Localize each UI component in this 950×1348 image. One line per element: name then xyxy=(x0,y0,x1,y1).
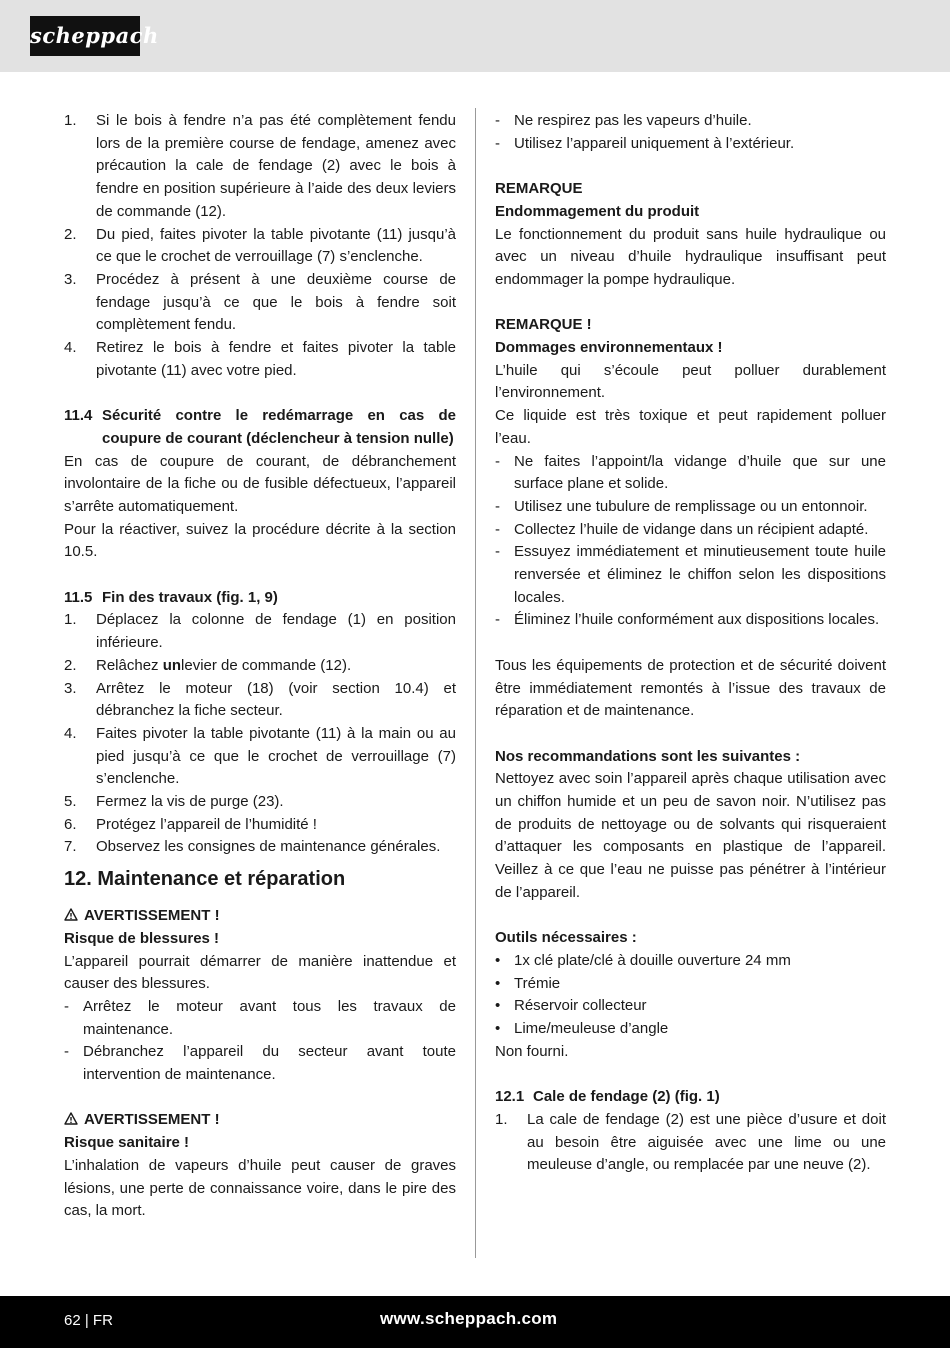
list-item: 3. Arrêtez le moteur (18) (voir section 10.4) et débranchez la fiche secteur. xyxy=(64,679,456,720)
list-item: 5. Fermez la vis de purge (23). xyxy=(64,793,284,811)
list-item: 2. Relâchez unlevier de commande (12). xyxy=(64,656,352,674)
tools-title: Outils nécessaires : xyxy=(495,929,637,947)
paragraph: Le fonctionnement du produit sans huile hydraulique ou avec un niveau d’huile hydraulique insuffisant peut endommager la pompe hydraulique. xyxy=(495,225,886,288)
bullet-item: • Trémie xyxy=(495,974,561,992)
note-title: REMARQUE xyxy=(495,180,583,198)
dash-item: - Arrêtez le moteur avant tous les travaux de maintenance. xyxy=(64,997,456,1038)
dash-item: - Collectez l’huile de vidange dans un récipient adapté. xyxy=(495,520,869,538)
procedure-list xyxy=(64,110,456,382)
list-item: 4. Faites pivoter la table pivotante (11) à la main ou au pied jusqu’à ce que le crochet de verrouillage (7) s’enclenche. xyxy=(64,724,456,788)
paragraph: L’appareil pourrait démarrer de manière inattendue et causer des blessures. xyxy=(64,952,456,993)
dash-item: - Ne respirez pas les vapeurs d’huile. xyxy=(495,112,752,129)
section-12-1-heading: 12.1 Cale de fendage (2) (fig. 1) xyxy=(495,1088,720,1106)
page-footer xyxy=(0,1296,950,1348)
list-item: 1. Si le bois à fendre n’a pas été complètement fendu lors de la première course de fendage, amenez avec précaution la cale de fendage (2) avec le bois à fendre en position supérieure à l’aide des deux leviers de commande (12). xyxy=(64,112,456,220)
list-item: 4. Retirez le bois à fendre et faites pivoter la table pivotante (11) avec votre pied. xyxy=(64,339,456,379)
note-subtitle: Endommagement du produit xyxy=(495,202,700,220)
list-item: 7. Observez les consignes de maintenance générales. xyxy=(64,838,441,856)
section-11-5-heading: 11.5 Fin des travaux (fig. 1, 9) xyxy=(64,588,278,606)
warning-triangle-icon xyxy=(64,908,78,921)
list-item: 1. Déplacez la colonne de fendage (1) en position inférieure. xyxy=(64,611,456,652)
right-column xyxy=(495,110,886,1177)
recommendations-title: Nos recommandations sont les suivantes : xyxy=(495,747,801,765)
bullet-item: • Lime/meuleuse d’angle xyxy=(495,1020,669,1038)
warning-subtitle: Risque de blessures ! xyxy=(64,929,220,947)
dash-item: - Utilisez l’appareil uniquement à l’extérieur. xyxy=(495,134,795,152)
paragraph: L’inhalation de vapeurs d’huile peut causer de graves lésions, une perte de connaissance voire, dans le pire des cas, la mort. xyxy=(64,1156,456,1220)
dash-item: - Utilisez une tubulure de remplissage ou un entonnoir. xyxy=(495,497,868,515)
paragraph: Pour la réactiver, suivez la procédure décrite à la section 10.5. xyxy=(64,520,456,561)
page-number: 62 | FR xyxy=(64,1312,113,1329)
dash-item: - Ne faites l’appoint/la vidange d’huile que sur une surface plane et solide. xyxy=(495,452,886,493)
section-11-4-heading: 11.4 Sécurité contre le redémarrage en cas de coupure de courant (déclencheur à tension nulle) xyxy=(64,407,456,447)
paragraph: L’huile qui s’écoule peut polluer durablement l’environnement. xyxy=(495,361,886,402)
dash-item: - Essuyez immédiatement et minutieusement toute huile renversée et éliminez le chiffon selon les dispositions locales. xyxy=(495,543,886,606)
list-item: 3. Procédez à présent à une deuxième course de fendage jusqu’à ce que le bois à fendre soit complètement fendu. xyxy=(64,270,456,334)
safety-paragraph: Tous les équipements de protection et de sécurité doivent être immédiatement remontés à l’issue des travaux de réparation et de maintenance. xyxy=(495,656,886,720)
section-12-heading: 12. Maintenance et réparation xyxy=(64,868,346,891)
warning-subtitle: Risque sanitaire ! xyxy=(64,1134,190,1152)
note-title: REMARQUE ! xyxy=(495,316,592,334)
warning-title: AVERTISSEMENT ! xyxy=(64,1109,456,1132)
tools-note: Non fourni. xyxy=(495,1042,569,1060)
website-link[interactable]: www.scheppach.com xyxy=(380,1309,558,1328)
note-subtitle: Dommages environnementaux ! xyxy=(495,339,723,356)
paragraph: En cas de coupure de courant, de débranchement involontaire de la fiche ou de fusible défectueux, l’appareil s’arrête automatiquement. xyxy=(64,452,456,515)
list-item: 1. La cale de fendage (2) est une pièce d’usure et doit au besoin être aiguisée avec une lime ou une meuleuse d’angle, ou remplacée par une neuve (2). xyxy=(495,1110,886,1174)
bullet-item: • Réservoir collecteur xyxy=(495,997,647,1015)
left-column xyxy=(64,110,456,1223)
paragraph: Nettoyez avec soin l’appareil après chaque utilisation avec un chiffon humide et un peu de savon noir. N’utilisez pas de produits de nettoyage ou de solvants qui risqueraient d’attaquer les composants en plastique de l’appareil. Veillez à ce que l’eau ne puisse pas pénétrer à l’intérieur de l’appareil. xyxy=(495,770,886,901)
list-item: 2. Du pied, faites pivoter la table pivotante (11) jusqu’à ce que le crochet de verrouillage (7) s’enclenche. xyxy=(64,225,456,266)
paragraph: Ce liquide est très toxique et peut rapidement polluer l’eau. xyxy=(495,407,886,447)
list-item: 6. Protégez l’appareil de l’humidité ! xyxy=(64,815,317,833)
warning-title: AVERTISSEMENT ! xyxy=(64,905,456,928)
scheppach-logo: scheppach xyxy=(30,16,140,56)
dash-item: - Débranchez l’appareil du secteur avant toute intervention de maintenance. xyxy=(64,1043,456,1084)
column-divider xyxy=(475,108,476,1258)
warning-triangle-icon xyxy=(64,1112,78,1125)
page-header xyxy=(0,0,950,72)
bullet-item: • 1x clé plate/clé à douille ouverture 24 mm xyxy=(495,951,791,969)
end-of-work-list xyxy=(64,609,456,859)
dash-item: - Éliminez l’huile conformément aux dispositions locales. xyxy=(495,611,880,629)
